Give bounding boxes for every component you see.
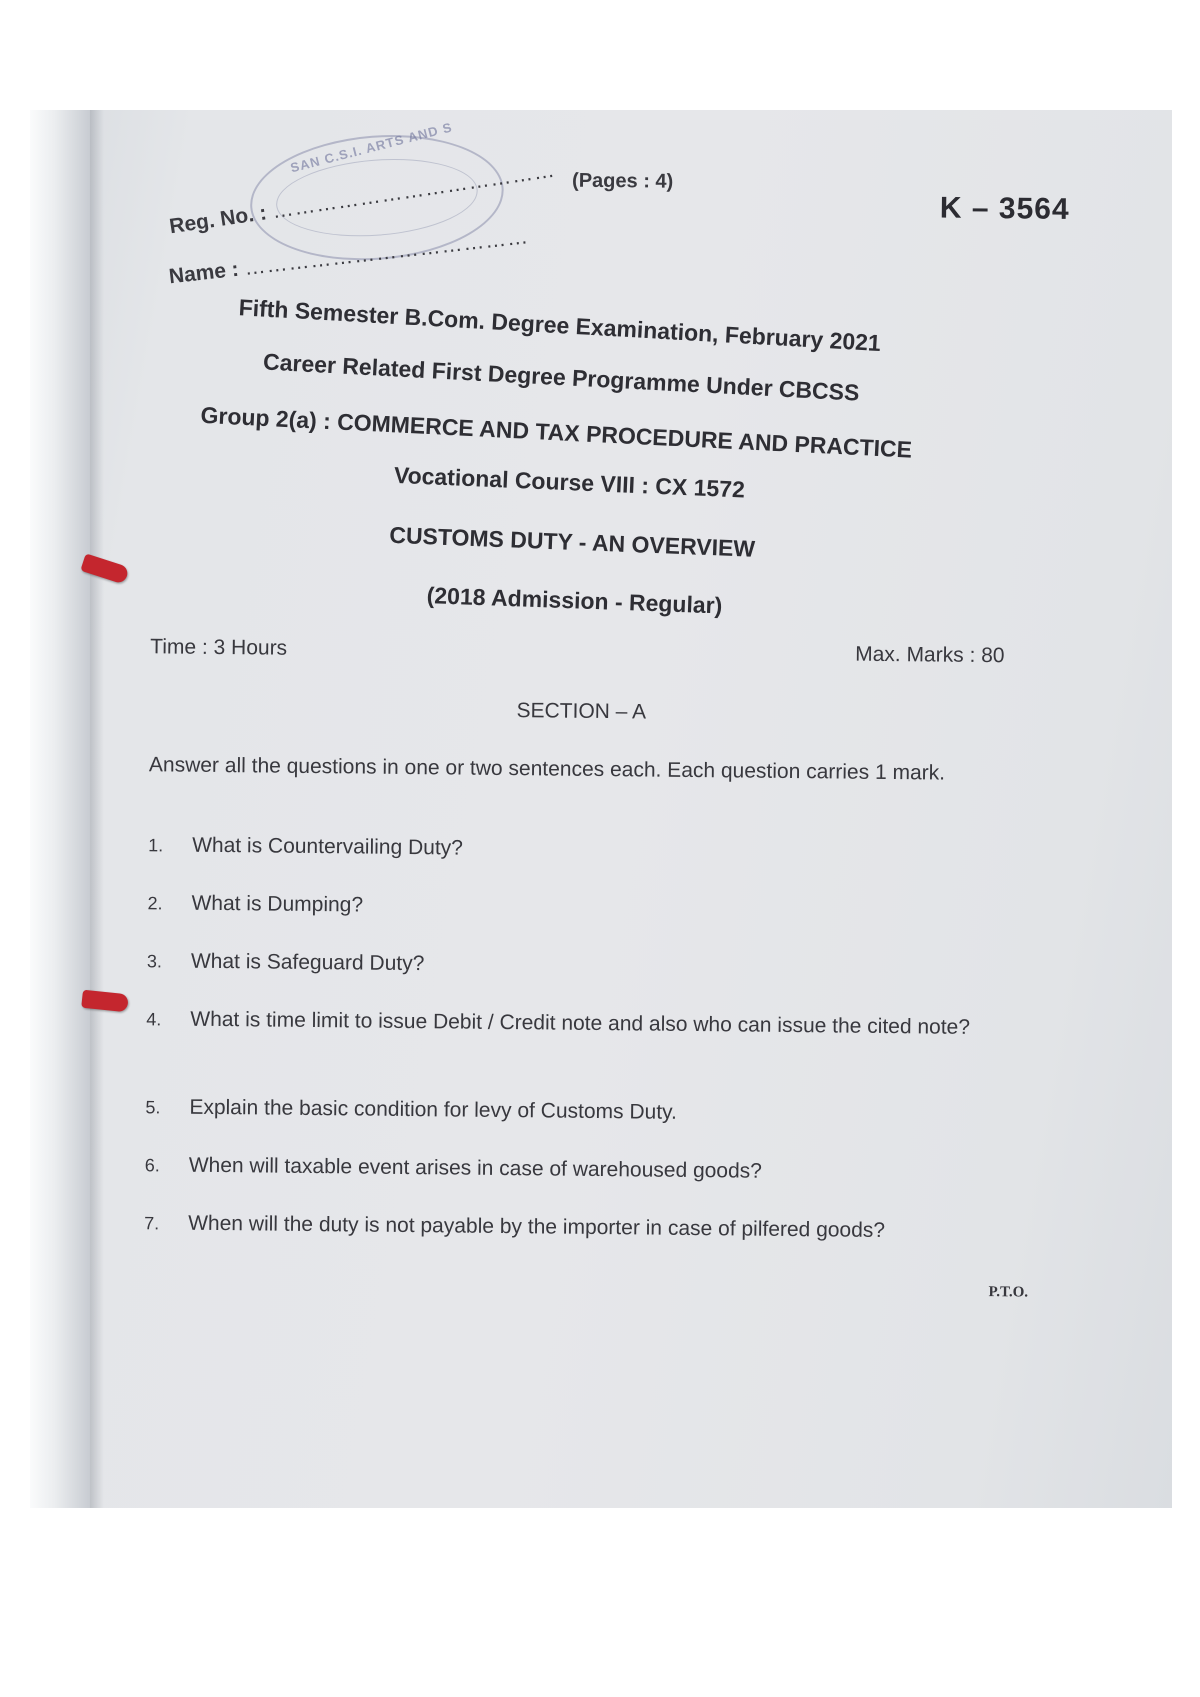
question-text: What is time limit to issue Debit / Credit note and also who can issue the cited note? [190, 1007, 971, 1039]
name-dots: ………………………………… [243, 225, 530, 280]
college-stamp-text: SAN C.S.I. ARTS AND S [288, 119, 454, 176]
max-marks: Max. Marks : 80 [855, 642, 1005, 668]
question-item [147, 946, 1037, 985]
exam-sheet [30, 110, 1172, 1508]
exam-content [30, 110, 1172, 1508]
programme-title: Career Related First Degree Programme Under CBCSS [262, 348, 861, 406]
question-item [148, 830, 1038, 869]
page-count: (Pages : 4) [571, 169, 674, 193]
section-instructions: Answer all the questions in one or two sentences each. Each question carries 1 mark. [148, 753, 946, 785]
question-text: When will taxable event arises in case of warehoused goods? [188, 1153, 763, 1183]
question-item [144, 1208, 1034, 1247]
question-item [145, 1150, 1035, 1189]
exam-title: Fifth Semester B.Com. Degree Examination, February 2021 [238, 294, 882, 357]
question-text: What is Dumping? [191, 891, 364, 917]
reg-no-label: Reg. No. : [167, 201, 269, 239]
question-number: 7. [144, 1213, 160, 1234]
question-text: When will the duty is not payable by the importer in case of pilfered goods? [188, 1211, 886, 1243]
question-number: 6. [144, 1155, 160, 1176]
question-number: 2. [147, 893, 163, 914]
question-number: 5. [145, 1097, 161, 1118]
question-number: 1. [148, 835, 164, 856]
question-item [147, 888, 1037, 927]
paper-code: K – 3564 [939, 191, 1070, 226]
question-text: What is Countervailing Duty? [192, 833, 464, 860]
course-code: Vocational Course VIII : CX 1572 [393, 461, 746, 503]
course-title: CUSTOMS DUTY - AN OVERVIEW [388, 521, 756, 562]
question-item [146, 1004, 1036, 1043]
page-turn-note: P.T.O. [988, 1284, 1029, 1301]
question-item [145, 1092, 1035, 1131]
group-title: Group 2(a) : COMMERCE AND TAX PROCEDURE AND PRACTICE [200, 401, 913, 463]
name-label: Name : [167, 257, 240, 289]
section-heading: SECTION – A [516, 699, 647, 724]
question-text: Explain the basic condition for levy of Customs Duty. [189, 1095, 677, 1124]
question-number: 3. [146, 951, 163, 972]
reg-no-dots: ………………………………… [270, 158, 557, 224]
question-number: 4. [146, 1009, 162, 1030]
exam-time: Time : 3 Hours [150, 635, 288, 660]
admission-note: (2018 Admission - Regular) [426, 582, 723, 619]
question-text: What is Safeguard Duty? [190, 949, 425, 976]
